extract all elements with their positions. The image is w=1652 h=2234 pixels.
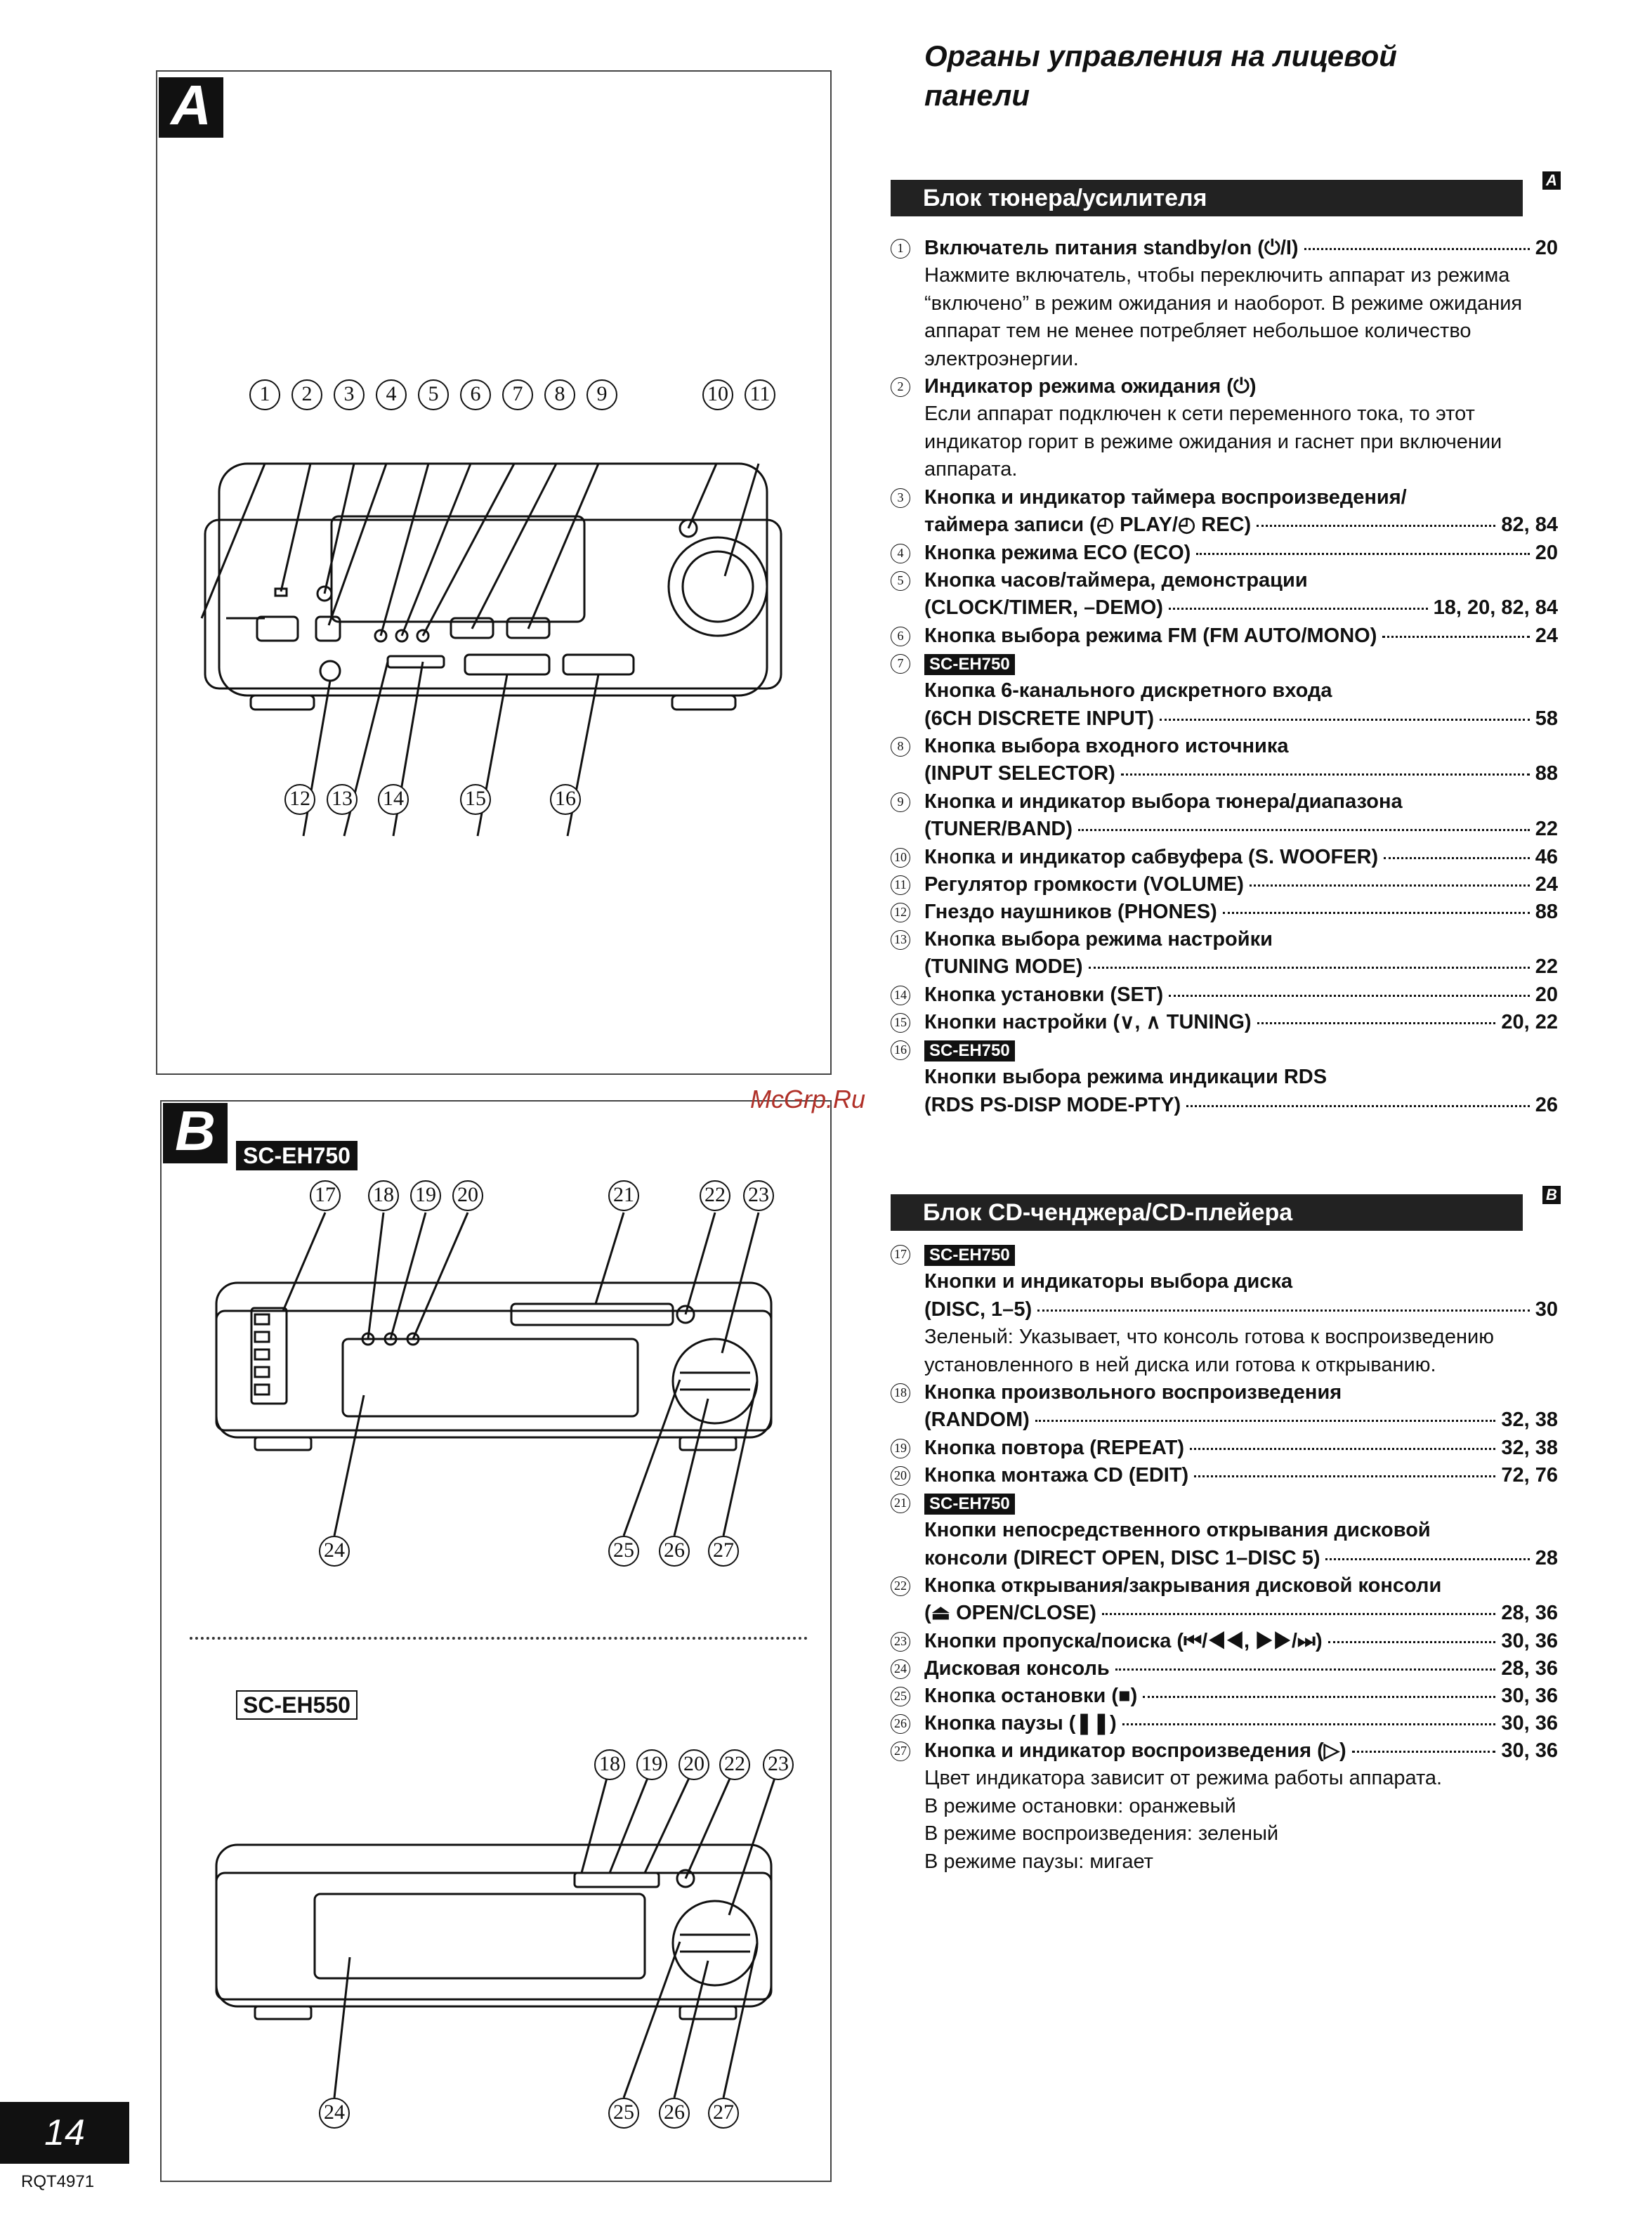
leader-dots (1257, 525, 1495, 527)
entry-number-badge: 4 (891, 544, 910, 563)
callout-22-top: 22 (700, 1180, 730, 1211)
entry-body (924, 1462, 1558, 1489)
entry-pages: 30 (1535, 1298, 1558, 1321)
entry-title-row (924, 1683, 1558, 1710)
entry-title-row (924, 705, 1558, 733)
entry-pages: 58 (1535, 707, 1558, 730)
entry-pages: 46 (1535, 846, 1558, 868)
entry-item-2 (891, 373, 1558, 484)
figure-a-device-drawing (156, 70, 832, 1075)
entry-title-row (924, 1296, 1558, 1324)
entry-title-row (924, 1462, 1558, 1489)
entry-title: Кнопка установки (SET) (924, 984, 1164, 1006)
watermark: McGrp.Ru (750, 1085, 866, 1113)
leader-dots (1382, 636, 1529, 638)
callout-11: 11 (745, 379, 775, 410)
entry-pages: 22 (1535, 818, 1558, 841)
entry-item-1 (891, 235, 1558, 373)
entry-body (924, 567, 1558, 622)
model-tag-line (924, 1489, 1558, 1517)
entry-item-24 (891, 1655, 1558, 1683)
entry-description: Нажмите включатель, чтобы переключить аппарат из режима “включено” в режим ожидания и наоборот. В режиме ожидания аппарат тем не менее потребляет небольшое количество электроэнергии. (924, 264, 1523, 370)
figure-b-model-top: SC-EH750 (236, 1141, 358, 1170)
entry-item-10 (891, 844, 1558, 871)
leader-dots (1257, 1022, 1496, 1024)
entry-title: (⏏ OPEN/CLOSE) (924, 1602, 1096, 1625)
entry-body (924, 1572, 1558, 1628)
model-tag: SC-EH750 (924, 1494, 1015, 1515)
entry-pages: 20 (1535, 237, 1558, 259)
entry-pages: 88 (1535, 901, 1558, 923)
page-title (924, 37, 1458, 115)
entry-item-25 (891, 1683, 1558, 1710)
entry-item-23 (891, 1628, 1558, 1655)
entry-title: Кнопка выбора входного источника (924, 735, 1289, 757)
entry-title-row (924, 235, 1558, 262)
entry-title: Гнездо наушников (PHONES) (924, 901, 1217, 923)
callout-1: 1 (249, 379, 280, 410)
entry-title: Кнопка остановки (■) (924, 1685, 1138, 1707)
entry-pages: 32, 38 (1501, 1409, 1558, 1432)
figure-b-letter: B (163, 1103, 228, 1163)
entry-title: Кнопка и индикатор воспроизведения (▷) (924, 1739, 1346, 1762)
entry-title-row (924, 953, 1558, 981)
entry-title-row (924, 1092, 1558, 1119)
callout-24-bottom: 24 (319, 2098, 350, 2129)
entry-pages: 28 (1535, 1546, 1558, 1569)
entry-title: (DISC, 1–5) (924, 1298, 1032, 1321)
entry-number-badge: 19 (891, 1439, 910, 1458)
entry-title-row (924, 844, 1558, 871)
entry-number-badge: 3 (891, 488, 910, 508)
entry-number-badge: 21 (891, 1494, 910, 1513)
entry-item-7 (891, 650, 1558, 733)
entry-title: Кнопка монтажа CD (EDIT) (924, 1464, 1189, 1487)
model-tag: SC-EH750 (924, 654, 1015, 675)
callout-23-bottom: 23 (763, 1749, 794, 1780)
entry-number-badge: 26 (891, 1714, 910, 1734)
entry-number-badge: 12 (891, 903, 910, 922)
entry-pages: 20 (1535, 542, 1558, 564)
entry-body (924, 650, 1558, 733)
entry-item-3 (891, 484, 1558, 540)
callout-17-top: 17 (310, 1180, 341, 1211)
entry-body (924, 899, 1558, 926)
entry-title: Кнопка выбора режима FM (FM AUTO/MONO) (924, 625, 1377, 647)
callout-12: 12 (284, 784, 315, 815)
model-tag-line (924, 1241, 1558, 1268)
entry-body (924, 1489, 1558, 1572)
entry-pages: 20 (1535, 984, 1558, 1006)
leader-dots (1190, 1448, 1495, 1450)
entry-item-26 (891, 1710, 1558, 1737)
entry-item-12 (891, 899, 1558, 926)
entry-item-8 (891, 733, 1558, 788)
leader-dots (1115, 1668, 1496, 1671)
entry-title: Кнопка режима ECO (ECO) (924, 542, 1191, 564)
leader-dots (1121, 773, 1530, 776)
entry-title-row (924, 1710, 1558, 1737)
callout-24-top: 24 (319, 1536, 350, 1567)
entry-pages: 30, 36 (1501, 1739, 1558, 1762)
entry-body (924, 788, 1558, 844)
entry-number-badge: 9 (891, 792, 910, 812)
entry-title-row (924, 1435, 1558, 1462)
callout-18-top: 18 (368, 1180, 399, 1211)
model-tag: SC-EH750 (924, 1040, 1015, 1062)
entry-title: (INPUT SELECTOR) (924, 762, 1115, 785)
callout-26-bottom: 26 (659, 2098, 690, 2129)
entry-pages: 30, 36 (1501, 1630, 1558, 1652)
leader-dots (1169, 608, 1428, 610)
entry-item-9 (891, 788, 1558, 844)
callout-16: 16 (550, 784, 581, 815)
callout-9: 9 (586, 379, 617, 410)
model-tag-line (924, 650, 1558, 677)
entry-body (924, 622, 1558, 650)
entry-pages: 30, 36 (1501, 1685, 1558, 1707)
entry-title: Кнопки непосредственного открывания дисковой (924, 1519, 1431, 1542)
entry-number-badge: 20 (891, 1466, 910, 1486)
entry-item-14 (891, 981, 1558, 1009)
entry-pages: 26 (1535, 1093, 1558, 1116)
entry-number-badge: 2 (891, 377, 910, 397)
entry-body (924, 1737, 1558, 1876)
entry-body (924, 1379, 1558, 1435)
entry-title: Кнопка открывания/закрывания дисковой консоли (924, 1574, 1442, 1597)
entry-title: (TUNER/BAND) (924, 818, 1073, 841)
entry-pages: 72, 76 (1501, 1464, 1558, 1487)
entry-body (924, 373, 1558, 484)
leader-dots (1384, 857, 1530, 859)
entry-title-row (924, 540, 1558, 567)
section-b-bar: Блок CD-ченджера/CD-плейера (891, 1194, 1523, 1231)
callout-21-top: 21 (608, 1180, 639, 1211)
entry-title: (RDS PS-DISP MODE-PTY) (924, 1093, 1181, 1116)
entry-item-11 (891, 871, 1558, 899)
entry-title-row (924, 1545, 1558, 1572)
entry-title-row (924, 622, 1558, 650)
entry-pages: 24 (1535, 873, 1558, 896)
entry-body (924, 1435, 1558, 1462)
entry-title: (TUNING MODE) (924, 955, 1083, 979)
callout-25-bottom: 25 (608, 2098, 639, 2129)
entry-body (924, 235, 1558, 373)
entry-description: Если аппарат подключен к сети переменного тока, то этот индикатор горит в режиме ожидания и гаснет при включении аппарата. (924, 403, 1502, 481)
entry-body (924, 1710, 1558, 1737)
entry-pages: 28, 36 (1501, 1657, 1558, 1680)
leader-dots (1102, 1613, 1495, 1615)
leader-dots (1223, 912, 1530, 914)
callout-8: 8 (544, 379, 575, 410)
entry-number-badge: 7 (891, 654, 910, 674)
callout-19-bottom: 19 (636, 1749, 667, 1780)
entry-title: Кнопки настройки (∨, ∧ TUNING) (924, 1011, 1252, 1033)
callout-23-top: 23 (743, 1180, 774, 1211)
entry-body (924, 926, 1558, 981)
entry-number-badge: 6 (891, 627, 910, 646)
leader-dots (1186, 1105, 1530, 1107)
callout-27-bottom: 27 (708, 2098, 739, 2129)
entry-title-row (924, 816, 1558, 843)
leader-dots (1089, 967, 1530, 969)
entry-body (924, 1655, 1558, 1683)
entry-pages: 30, 36 (1501, 1712, 1558, 1735)
entry-body (924, 844, 1558, 871)
leader-dots (1037, 1309, 1530, 1312)
entry-number-badge: 10 (891, 848, 910, 868)
page-title-text: Органы управления на лицевой панели (924, 39, 1397, 112)
callout-2: 2 (291, 379, 322, 410)
entry-item-22 (891, 1572, 1558, 1628)
callout-7: 7 (502, 379, 533, 410)
entry-item-20 (891, 1462, 1558, 1489)
entry-title-row (924, 1009, 1558, 1036)
entry-description: Цвет индикатора зависит от режима работы аппарата. В режиме остановки: оранжевый В режиме воспроизведения: зеленый В режиме паузы: мигает (924, 1767, 1443, 1873)
entry-pages: 88 (1535, 762, 1558, 785)
entry-title-row (924, 1655, 1558, 1683)
entry-number-badge: 18 (891, 1383, 910, 1403)
entry-number-badge: 5 (891, 571, 910, 591)
callout-26-top: 26 (659, 1536, 690, 1567)
entry-pages: 18, 20, 82, 84 (1433, 596, 1558, 620)
entry-body (924, 1009, 1558, 1036)
entry-item-6 (891, 622, 1558, 650)
entry-title: Кнопка и индикатор сабвуфера (S. WOOFER) (924, 846, 1379, 868)
entry-title-row (924, 1628, 1558, 1655)
entry-title: Включатель питания standby/on (⏻/I) (924, 237, 1299, 259)
document-code: RQT4971 (21, 2172, 95, 2191)
callout-13: 13 (327, 784, 358, 815)
leader-dots (1250, 884, 1530, 887)
entry-item-16 (891, 1036, 1558, 1119)
entry-body (924, 484, 1558, 540)
entry-item-15 (891, 1009, 1558, 1036)
entry-item-13 (891, 926, 1558, 981)
figure-b-model-bottom: SC-EH550 (236, 1690, 358, 1720)
entry-title: Кнопки и индикаторы выбора диска (924, 1270, 1293, 1293)
callout-20-bottom: 20 (678, 1749, 709, 1780)
callout-4: 4 (376, 379, 407, 410)
entry-body (924, 1036, 1558, 1119)
figure-b-device-drawing (160, 1100, 832, 2182)
entry-pages: 20, 22 (1501, 1011, 1558, 1033)
entry-body (924, 981, 1558, 1009)
leader-dots (1352, 1751, 1496, 1753)
callout-14: 14 (378, 784, 409, 815)
section-a-mark: A (1542, 171, 1561, 190)
entry-title-row (924, 1737, 1558, 1765)
leader-dots (1143, 1696, 1495, 1698)
entry-title: Кнопка часов/таймера, демонстрации (924, 569, 1308, 592)
entry-number-badge: 15 (891, 1013, 910, 1033)
entry-number-badge: 23 (891, 1632, 910, 1652)
entry-title: Кнопка паузы (❚❚) (924, 1712, 1117, 1735)
leader-dots (1196, 553, 1529, 555)
entry-title: Кнопка 6-канального дискретного входа (924, 679, 1332, 703)
entry-item-4 (891, 540, 1558, 567)
entry-title: Кнопки пропуска/поиска (⏮/◀◀, ▶▶/⏭) (924, 1630, 1323, 1652)
entry-title: таймера записи (◴ PLAY/◴ REC) (924, 514, 1252, 537)
entry-title: Регулятор громкости (VOLUME) (924, 873, 1244, 896)
entry-title-row (924, 760, 1558, 788)
entry-number-badge: 22 (891, 1576, 910, 1596)
entry-number-badge: 17 (891, 1245, 910, 1265)
leader-dots (1325, 1558, 1529, 1560)
callout-18-bottom: 18 (594, 1749, 625, 1780)
model-tag-line (924, 1036, 1558, 1064)
entry-pages: 22 (1535, 955, 1558, 979)
leader-dots (1169, 995, 1530, 997)
callout-27-top: 27 (708, 1536, 739, 1567)
entry-pages: 32, 38 (1501, 1437, 1558, 1459)
entry-title: (6CH DISCRETE INPUT) (924, 707, 1155, 730)
entry-item-18 (891, 1379, 1558, 1435)
callout-22-bottom: 22 (719, 1749, 750, 1780)
callout-10: 10 (702, 379, 733, 410)
entry-title: Кнопка выбора режима настройки (924, 928, 1273, 951)
section-a-bar: Блок тюнера/усилителя (891, 180, 1523, 216)
entry-body (924, 1628, 1558, 1655)
entry-item-19 (891, 1435, 1558, 1462)
entry-title: консоли (DIRECT OPEN, DISC 1–DISC 5) (924, 1546, 1320, 1569)
leader-dots (1035, 1420, 1496, 1422)
entry-title-row (924, 871, 1558, 899)
entry-pages: 28, 36 (1501, 1602, 1558, 1625)
leader-dots (1078, 829, 1530, 831)
model-tag: SC-EH750 (924, 1245, 1015, 1266)
section-b-mark: B (1542, 1186, 1561, 1204)
callout-6: 6 (460, 379, 491, 410)
entry-title-row (924, 1406, 1558, 1434)
entry-title: Индикатор режима ожидания (⏻) (924, 375, 1257, 398)
page-number: 14 (0, 2102, 129, 2164)
entry-number-badge: 24 (891, 1659, 910, 1679)
entry-body (924, 871, 1558, 899)
callout-25-top: 25 (608, 1536, 639, 1567)
entry-item-27 (891, 1737, 1558, 1876)
entry-body (924, 1241, 1558, 1379)
entry-body (924, 540, 1558, 567)
leader-dots (1122, 1723, 1496, 1725)
leader-dots (1194, 1475, 1495, 1477)
entry-pages: 24 (1535, 625, 1558, 647)
entry-item-21 (891, 1489, 1558, 1572)
entry-title: Кнопка и индикатор таймера воспроизведения/ (924, 486, 1407, 509)
callout-3: 3 (334, 379, 365, 410)
entry-number-badge: 8 (891, 737, 910, 757)
entry-title: (RANDOM) (924, 1409, 1030, 1432)
entry-description: Зеленый: Указывает, что консоль готова к воспроизведению установленного в ней диска или готова к открыванию. (924, 1326, 1494, 1376)
entry-number-badge: 27 (891, 1742, 910, 1761)
entry-title-row (924, 899, 1558, 926)
leader-dots (1160, 719, 1530, 721)
entry-body (924, 1683, 1558, 1710)
entry-number-badge: 13 (891, 930, 910, 950)
entry-number-badge: 11 (891, 875, 910, 895)
entry-body (924, 733, 1558, 788)
figure-a-letter: A (159, 77, 223, 138)
entry-item-5 (891, 567, 1558, 622)
entry-title-row (924, 1600, 1558, 1627)
entry-title-row (924, 594, 1558, 622)
entry-title: (CLOCK/TIMER, –DEMO) (924, 596, 1163, 620)
entry-number-badge: 16 (891, 1040, 910, 1060)
callout-15: 15 (460, 784, 491, 815)
entry-title: Кнопка произвольного воспроизведения (924, 1381, 1342, 1404)
leader-dots (1328, 1641, 1496, 1643)
entry-title-row (924, 511, 1558, 539)
entry-title: Кнопка и индикатор выбора тюнера/диапазона (924, 790, 1403, 813)
entry-title-row (924, 981, 1558, 1009)
entry-number-badge: 1 (891, 239, 910, 259)
entry-title: Кнопка повтора (REPEAT) (924, 1437, 1185, 1459)
callout-5: 5 (418, 379, 449, 410)
entry-pages: 82, 84 (1501, 514, 1558, 537)
entry-number-badge: 14 (891, 986, 910, 1005)
leader-dots (1304, 248, 1530, 250)
entry-number-badge: 25 (891, 1687, 910, 1706)
entry-item-17 (891, 1241, 1558, 1379)
callout-20-top: 20 (452, 1180, 483, 1211)
entry-title: Кнопки выбора режима индикации RDS (924, 1066, 1328, 1089)
entry-title: Дисковая консоль (924, 1657, 1110, 1680)
callout-19-top: 19 (410, 1180, 441, 1211)
